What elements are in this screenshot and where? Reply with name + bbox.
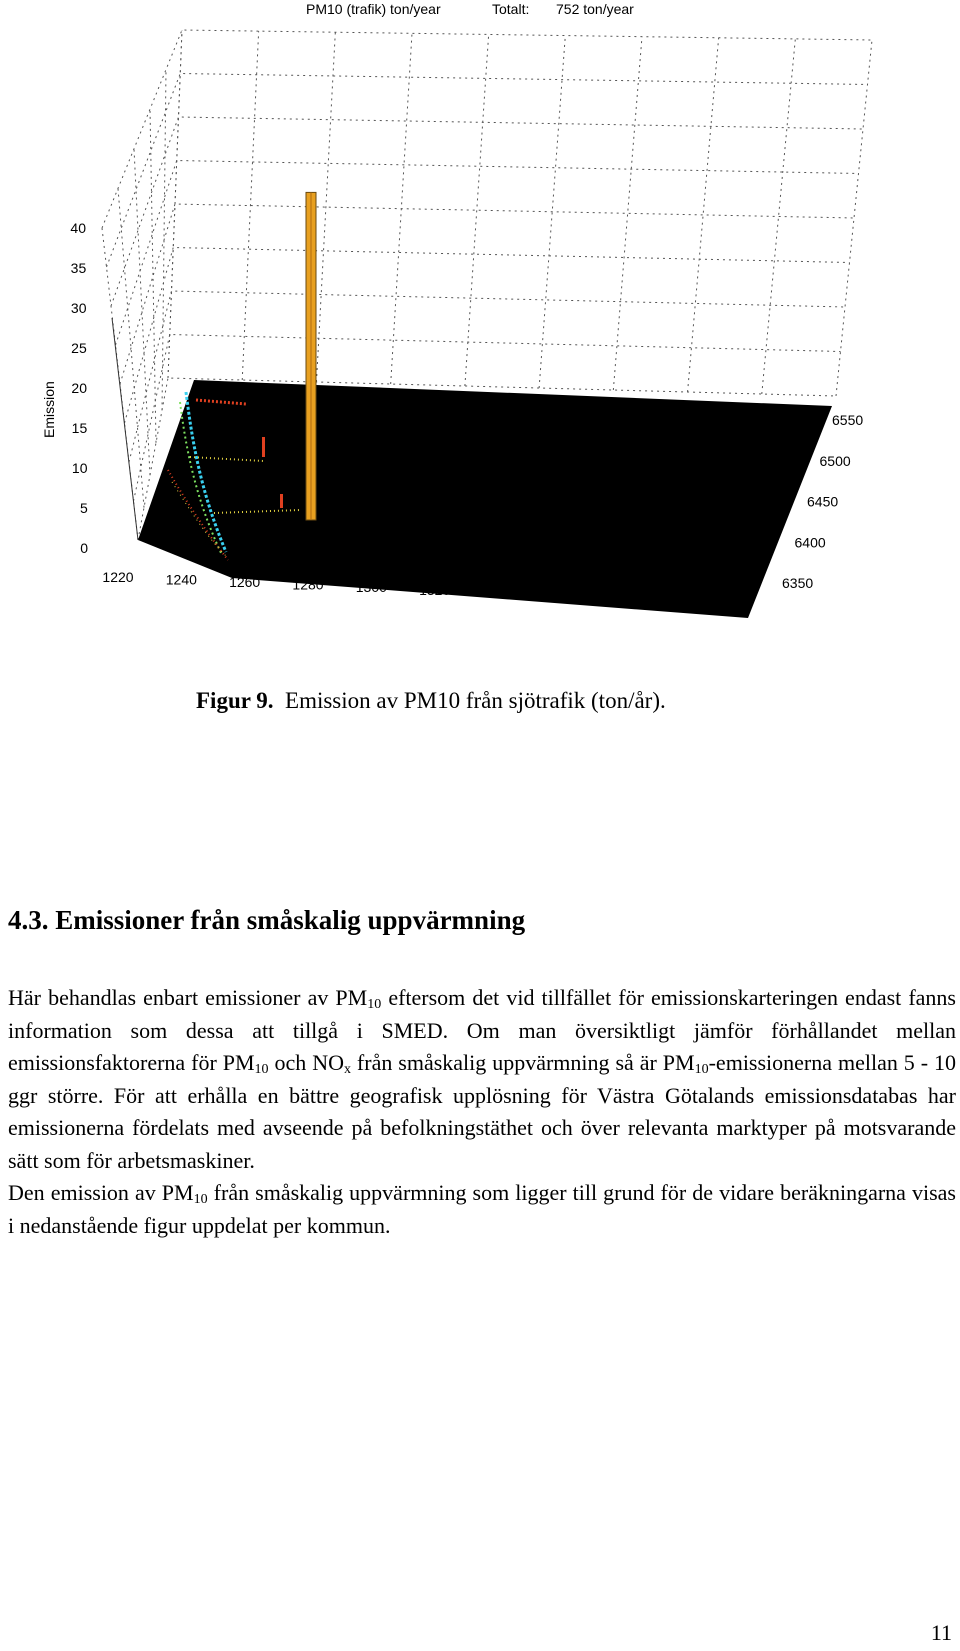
gridline-x	[316, 32, 335, 382]
z-tick-label: 20	[71, 380, 87, 396]
section-body	[8, 982, 956, 1242]
chart-peak-group	[306, 192, 316, 520]
x-tick-label: 1380	[609, 589, 641, 606]
figure-caption-text: Emission av PM10 från sjötrafik (ton/år).	[285, 688, 666, 713]
chart-title-total-value: 752 ton/year	[556, 1, 634, 17]
chart-title-total-label: Totalt:	[492, 1, 530, 17]
x-tick-label: 1360	[545, 586, 577, 603]
z-tick-label: 5	[79, 500, 88, 516]
p1-sub-4: 10	[694, 1062, 709, 1077]
gridline-x	[242, 31, 258, 380]
gridline-z	[107, 74, 868, 268]
paragraph-2	[8, 1177, 956, 1242]
gridline-z	[116, 161, 859, 346]
y-tick-label: 6500	[819, 452, 851, 469]
gridline-y	[150, 109, 156, 443]
page-number: 11	[930, 1620, 952, 1645]
gridline-z	[102, 30, 872, 228]
y-tick-label: 6350	[782, 575, 814, 591]
p2-sub-1: 10	[193, 1192, 208, 1207]
x-tick-label: 1280	[292, 576, 324, 593]
figure-caption	[196, 688, 666, 714]
z-axis-label: Emission	[41, 381, 57, 438]
x-tick-label: 1240	[165, 571, 197, 588]
gridline-z	[120, 204, 854, 384]
p1-sub-3: x	[343, 1062, 351, 1077]
p1-sub-2: 10	[254, 1062, 269, 1077]
z-tick-label: 10	[71, 460, 88, 476]
p2-text-b: från småskalig uppvärmning som ligger till grund för de vidare beräkningarna visas i nedanstående figur uppdelat per kommun.	[8, 1180, 956, 1238]
figure-caption-label: Figur 9.	[196, 688, 274, 713]
x-tick-label: 1300	[355, 579, 387, 596]
section-heading: 4.3. Emissioner från småskalig uppvärmning	[8, 905, 526, 935]
z-tick-label: 40	[70, 220, 86, 236]
small-spike-1	[262, 437, 265, 457]
p1-text-e: -emissionerna mellan 5 - 10 ggr större. För att erhålla en bättre geografisk upplösning för Västra Götalands emissionsdatabas har emissionerna fördelats med avseende på befolkningstäthet och över relevanta marktyper på motsvarande sätt som för arbetsmaskiner.	[8, 1050, 957, 1173]
p1-sub-1: 10	[367, 997, 382, 1012]
p1-text-c: och NO	[268, 1050, 344, 1075]
y-tick-label: 6450	[807, 493, 839, 510]
y-tick-label: 6550	[832, 412, 864, 428]
paragraph-1	[8, 982, 956, 1177]
z-axis-line	[112, 318, 138, 540]
z-tick-label: 35	[70, 260, 87, 276]
gridline-x	[836, 40, 872, 396]
gridline-y	[134, 149, 150, 475]
gridline-z	[111, 117, 863, 306]
x-tick-label: 1220	[102, 569, 134, 585]
p1-text-b: eftersom det vid tillfället för emissionskarteringen endast fanns information som dessa att tillgå i SMED. Om man översiktligt jämför förhållandet mellan emissionsfaktorerna för PM	[8, 985, 956, 1075]
z-tick-label: 25	[71, 340, 87, 356]
p2-text-a: Den emission av PM	[8, 1180, 194, 1205]
p1-text-d: från småskalig uppvärmning så är PM	[350, 1050, 695, 1075]
x-tick-label: 1400	[672, 592, 704, 608]
x-tick-label: 1320	[419, 581, 451, 598]
z-tick-label: 0	[80, 540, 88, 556]
z-tick-label: 30	[70, 300, 87, 316]
small-spike-2	[280, 494, 283, 508]
x-tick-label: 1260	[229, 574, 261, 591]
z-tick-label: 15	[71, 420, 88, 436]
p1-text-a: Här behandlas enbart emissioner av PM	[8, 985, 368, 1010]
chart-title-left: PM10 (trafik) ton/year	[306, 1, 441, 17]
y-tick-label: 6400	[794, 534, 826, 551]
x-tick-label: 1340	[482, 584, 514, 601]
emission-3d-chart	[0, 0, 960, 650]
